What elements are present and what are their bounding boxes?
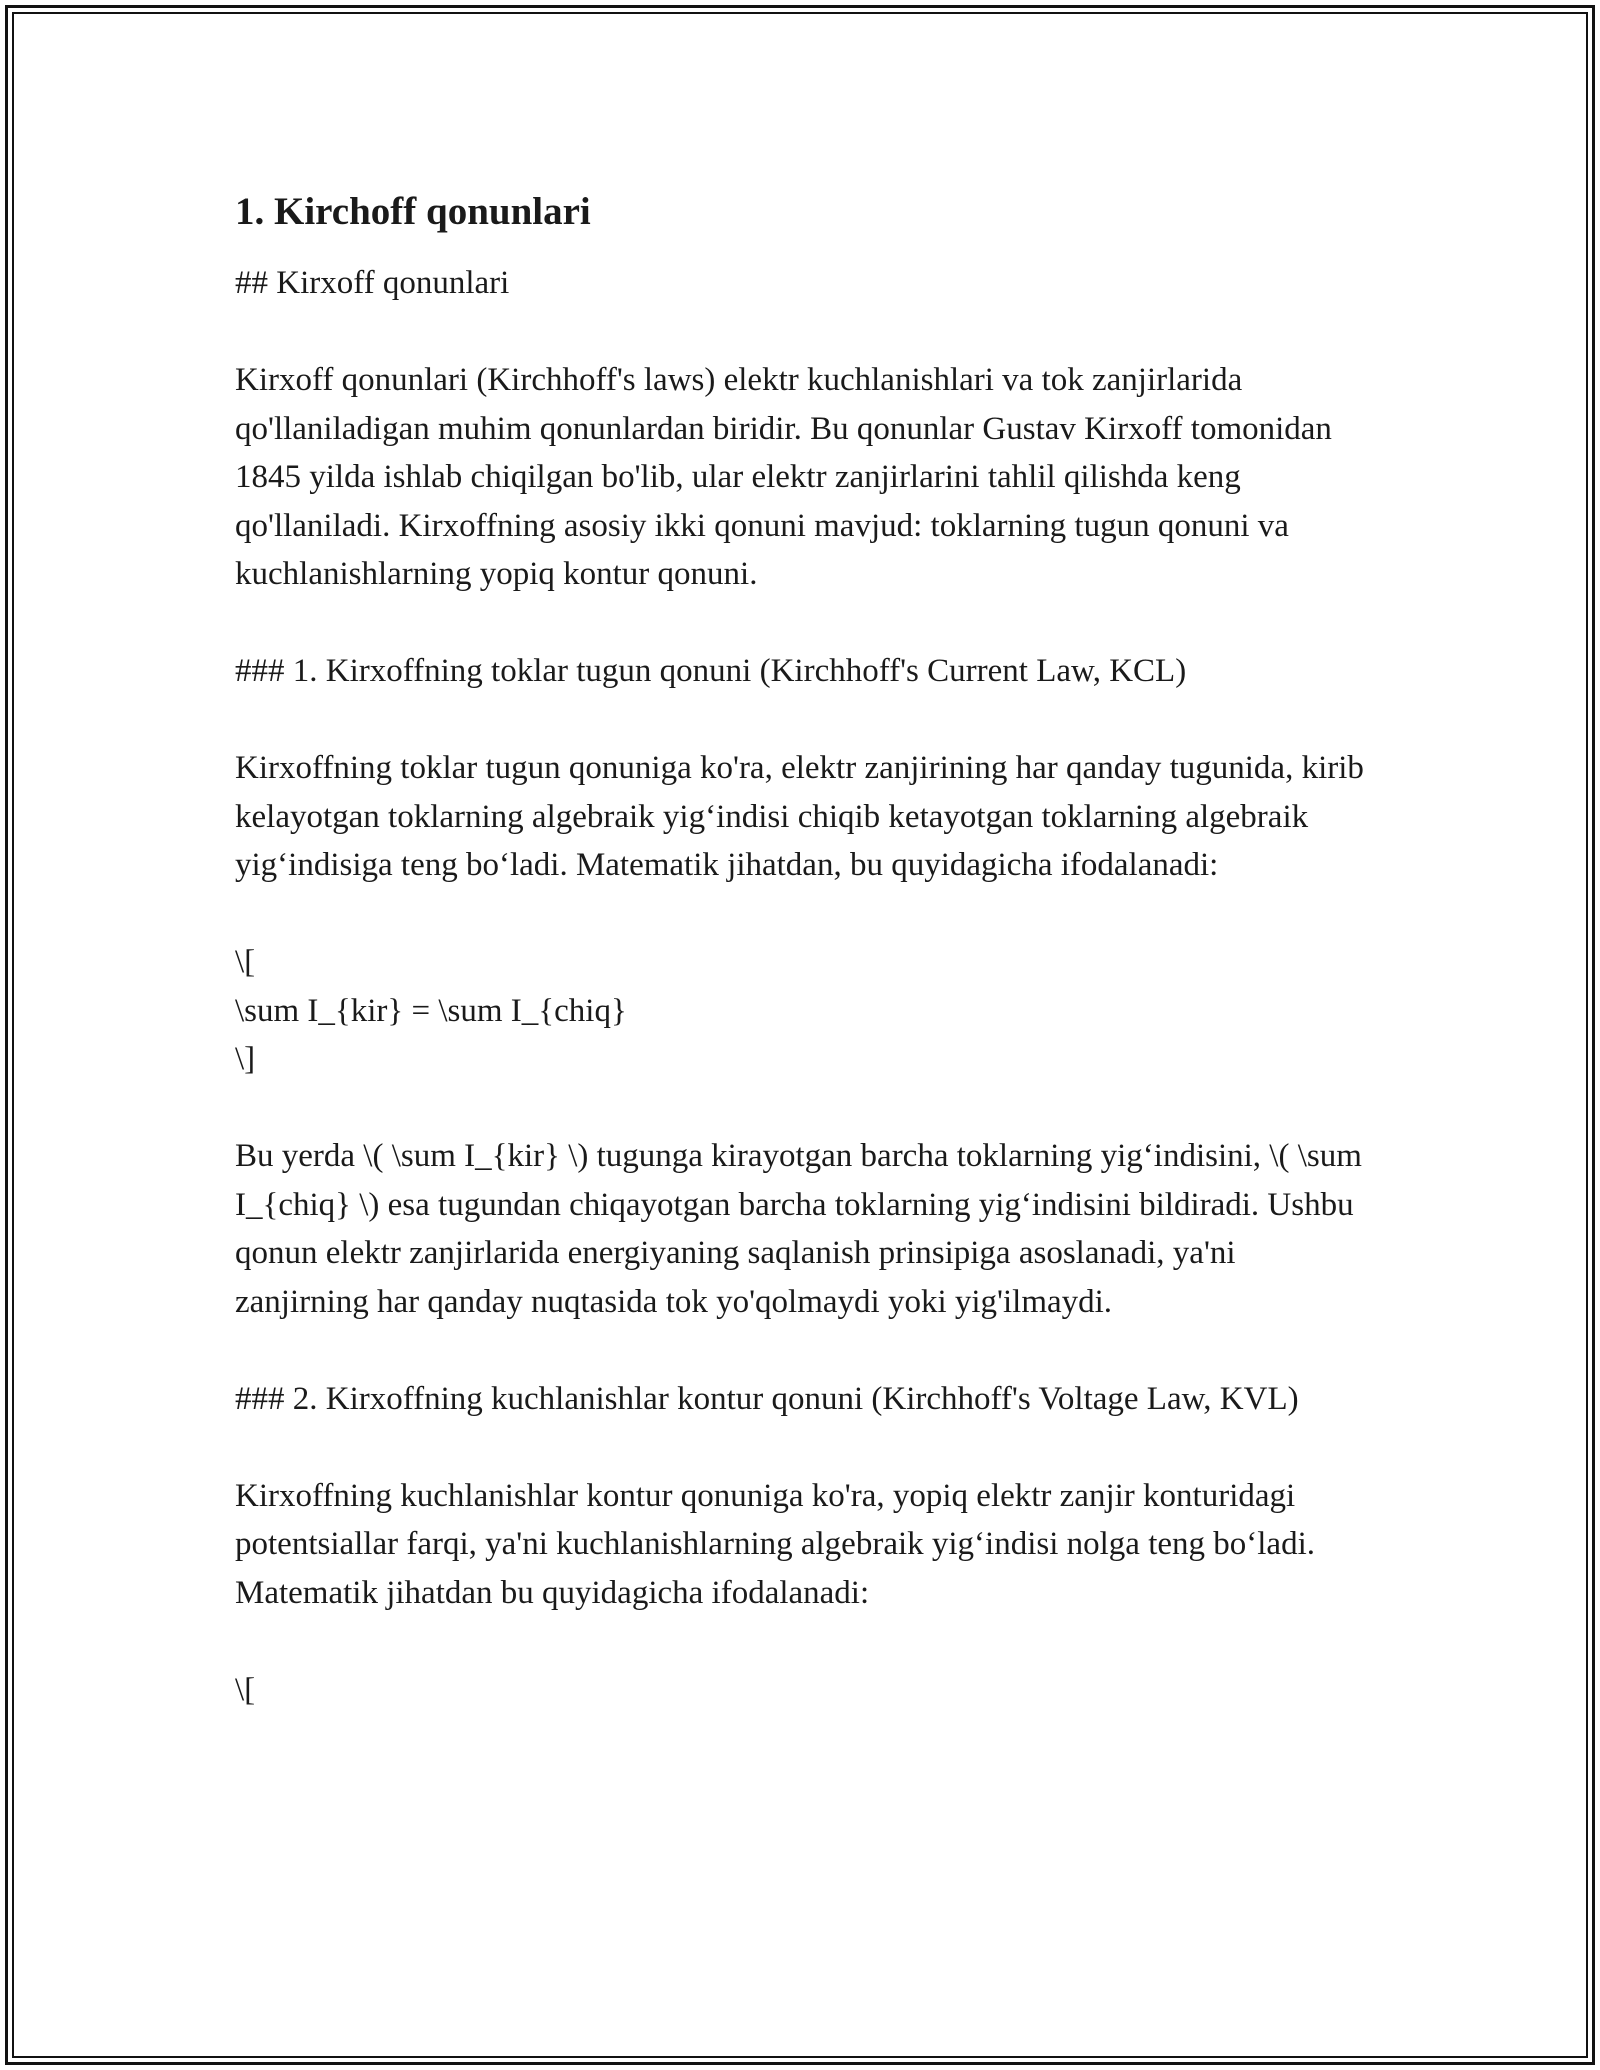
paragraph-gap [235,890,1375,939]
paragraph-gap [235,1423,1375,1472]
paragraph-gap [235,696,1375,745]
paragraph-gap [235,1617,1375,1666]
paragraph-gap [235,1326,1375,1375]
paragraph-gap [235,1084,1375,1133]
kcl-paragraph: Kirxoffning toklar tugun qonuniga ko'ra, elektr zanjirining har qanday tugunida, kirib kelayotgan toklarning algebraik yig‘indisi chiqib ketayotgan toklarning algebraik yig‘indisiga teng bo‘ladi. Matematik jihatdan, bu quyidagicha ifodalanadi: [235,750,1373,883]
paragraph-gap [235,308,1375,357]
kvl-heading: ### 2. Kirxoffning kuchlanishlar kontur qonuni (Kirchhoff's Voltage Law, KVL) [235,1380,1299,1417]
paragraph-gap [235,599,1375,648]
intro-paragraph: Kirxoff qonunlari (Kirchhoff's laws) elektr kuchlanishlari va tok zanjirlarida qo'llaniladigan muhim qonunlardan biridir. Bu qonunlar Gustav Kirxoff tomonidan 1845 yilda ishlab chiqilgan bo'lib, ular elektr zanjirlarini tahlil qilishda keng qo'llaniladi. Kirxoffning asosiy ikki qonuni mavjud: toklarning tugun qonuni va kuchlanishlarning yopiq kontur qonuni. [235,362,1341,592]
kvl-formula-start: \[ [235,1671,256,1708]
document-title: 1. Kirchoff qonunlari [235,190,591,233]
kcl-heading: ### 1. Kirxoffning toklar tugun qonuni (Kirchhoff's Current Law, KCL) [235,653,1187,689]
kcl-formula: \[ \sum I_{kir} = \sum I_{chiq} \] [235,944,627,1077]
document-body [235,186,1375,1714]
section-heading-kirxoff: ## Kirxoff qonunlari [235,265,510,301]
kcl-explanation-paragraph: Bu yerda \( \sum I_{kir} \) tugunga kirayotgan barcha toklarning yig‘indisini, \( \sum I_{chiq} \) esa tugundan chiqayotgan barcha toklarning yig‘indisini bildiradi. Ushbu qonun elektr zanjirlarida energiyaning saqlanish prinsipiga asoslanadi, ya'ni zanjirning har qanday nuqtasida tok yo'qolmaydi yoki yig'ilmaydi. [235,1138,1371,1320]
kvl-paragraph: Kirxoffning kuchlanishlar kontur qonuniga ko'ra, yopiq elektr zanjir konturidagi potentsiallar farqi, ya'ni kuchlanishlarning algebraik yig‘indisi nolga teng bo‘ladi. Matematik jihatdan bu quyidagicha ifodalanadi: [235,1477,1324,1611]
